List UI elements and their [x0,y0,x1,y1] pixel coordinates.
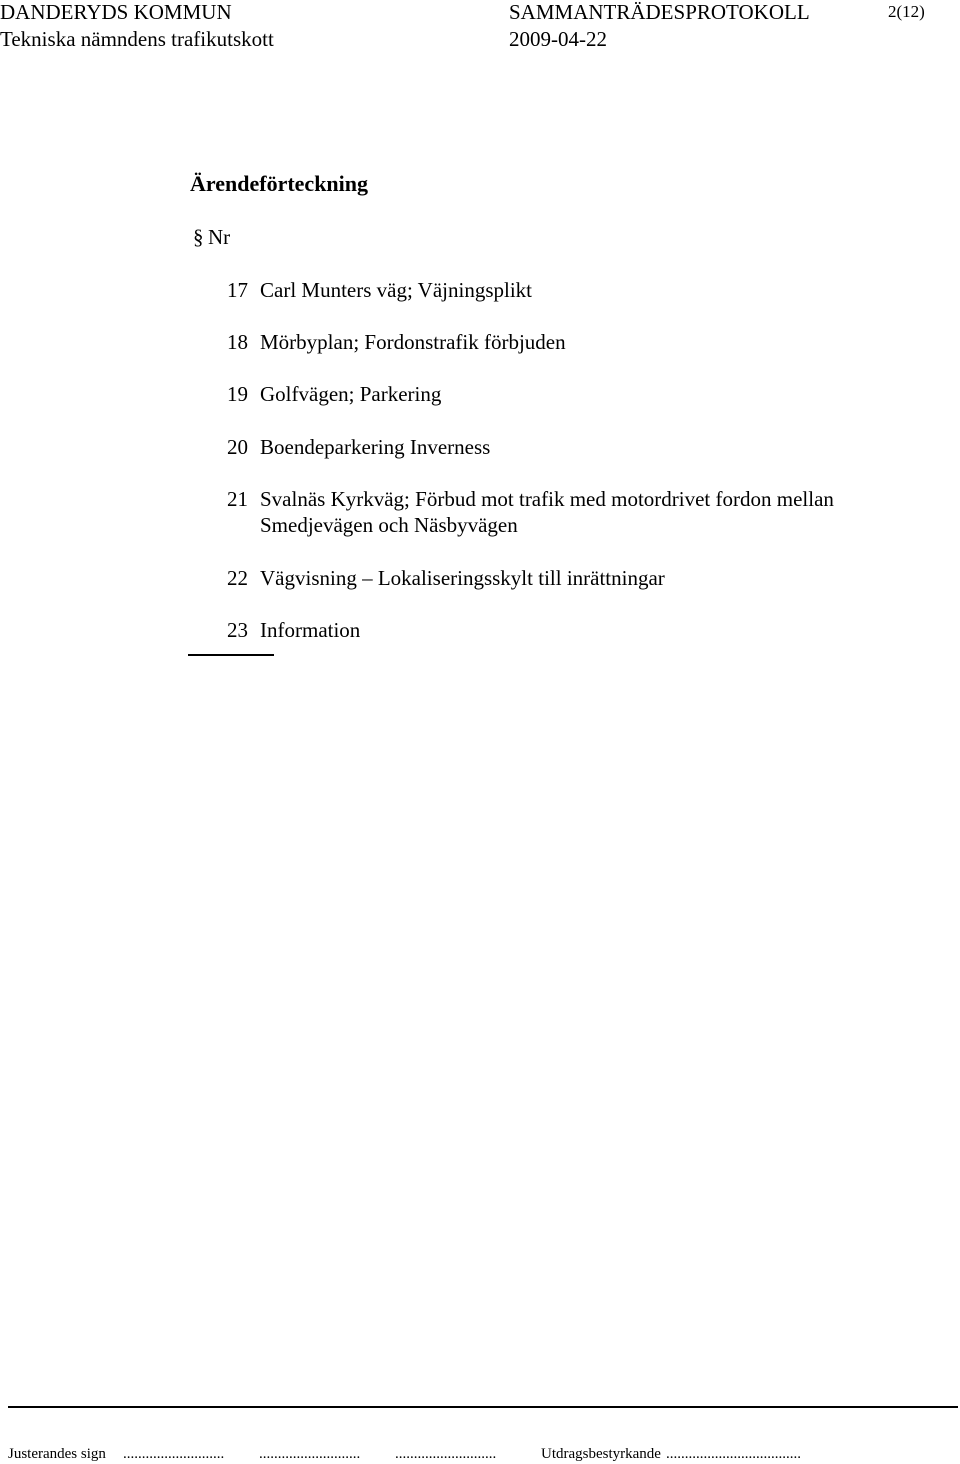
item-number: 19 [227,382,248,406]
item-title: Golfvägen; Parkering [260,382,442,406]
utdragsbestyrkande-label: Utdragsbestyrkande [541,1446,661,1462]
item-number: 17 [227,278,248,302]
item-number: 23 [227,618,248,642]
signature-line: .................................... [666,1446,801,1462]
item-title: Information [260,618,361,642]
committee-name: Tekniska nämndens trafikutskott [0,27,274,51]
item-title: Carl Munters väg; Väjningsplikt [260,278,533,302]
signature-line: ........................... [123,1446,225,1462]
item-title: Svalnäs Kyrkväg; Förbud mot trafik med motordrivet fordon mellan Smedjevägen och Näsbyvägen [260,487,834,537]
document-type: SAMMANTRÄDESPROTOKOLL [509,0,810,24]
item-number: 22 [227,566,248,590]
signature-line: ........................... [395,1446,497,1462]
footer-rule [8,1406,958,1408]
item-number: 20 [227,435,248,459]
meeting-date: 2009-04-22 [509,27,607,51]
page-title: Ärendeförteckning [190,171,369,196]
organization-name: DANDERYDS KOMMUN [0,0,232,24]
page-number: 2(12) [888,2,925,21]
signature-line: ........................... [259,1446,361,1462]
item-number: 21 [227,487,248,511]
item-title: Vägvisning – Lokaliseringsskylt till inrättningar [260,566,665,590]
list-end-rule [188,654,274,656]
section-symbol: § [193,225,204,249]
item-title: Boendeparkering Inverness [260,435,491,459]
nr-label: Nr [208,225,231,249]
justerandes-sign-label: Justerandes sign [8,1446,106,1462]
item-number: 18 [227,330,248,354]
item-title: Mörbyplan; Fordonstrafik förbjuden [260,330,566,354]
